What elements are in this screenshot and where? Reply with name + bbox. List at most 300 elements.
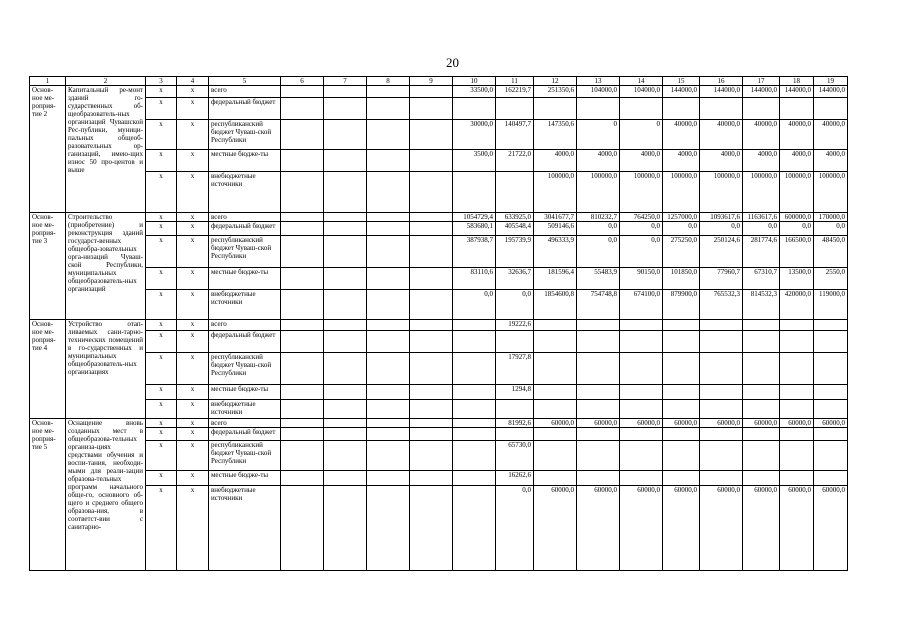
- funding-source: федеральный бюджет: [209, 98, 281, 120]
- value-cell: 3041677,7: [534, 213, 577, 222]
- cell-col4: х: [177, 320, 209, 331]
- cell-col3: х: [146, 150, 177, 172]
- value-cell: 1294,8: [496, 385, 534, 400]
- empty-cell: [410, 120, 453, 150]
- table-row: [30, 98, 848, 120]
- table-row: [30, 320, 848, 331]
- value-cell: [620, 428, 663, 441]
- value-cell: [814, 331, 848, 353]
- cell-col3: х: [146, 86, 177, 98]
- cell-col3: х: [146, 385, 177, 400]
- value-cell: 387938,7: [453, 236, 496, 268]
- value-cell: 2550,0: [814, 268, 848, 290]
- value-cell: 60000,0: [577, 419, 620, 428]
- column-header-16: 16: [700, 77, 743, 86]
- cell-col4: х: [177, 419, 209, 428]
- value-cell: [663, 353, 700, 385]
- value-cell: 100000,0: [534, 172, 577, 213]
- value-cell: 60000,0: [700, 486, 743, 571]
- value-cell: 100000,0: [780, 172, 814, 213]
- value-cell: 77960,7: [700, 268, 743, 290]
- value-cell: [620, 441, 663, 471]
- value-cell: 144000,0: [814, 86, 848, 98]
- table-row: [30, 471, 848, 486]
- measure-name: Основ-ное ме-роприя-тие 2: [30, 86, 66, 213]
- value-cell: [743, 353, 780, 385]
- value-cell: 60000,0: [663, 486, 700, 571]
- empty-cell: [410, 331, 453, 353]
- table-row: [30, 331, 848, 353]
- value-cell: 1257000,0: [663, 213, 700, 222]
- empty-cell: [367, 268, 410, 290]
- value-cell: 4000,0: [780, 150, 814, 172]
- value-cell: 4000,0: [700, 150, 743, 172]
- cell-col4: х: [177, 400, 209, 419]
- cell-col3: х: [146, 268, 177, 290]
- value-cell: 144000,0: [663, 86, 700, 98]
- value-cell: [496, 98, 534, 120]
- value-cell: 0,0: [620, 236, 663, 268]
- funding-source: внебюджетные источники: [209, 290, 281, 320]
- value-cell: [496, 331, 534, 353]
- value-cell: [453, 428, 496, 441]
- funding-source: местные бюдже-ты: [209, 385, 281, 400]
- value-cell: 0,0: [496, 290, 534, 320]
- value-cell: 100000,0: [663, 172, 700, 213]
- value-cell: 144000,0: [700, 86, 743, 98]
- empty-cell: [324, 236, 367, 268]
- value-cell: 0,0: [453, 290, 496, 320]
- empty-cell: [410, 353, 453, 385]
- cell-col4: х: [177, 86, 209, 98]
- value-cell: [700, 441, 743, 471]
- value-cell: 48450,0: [814, 236, 848, 268]
- value-cell: [534, 385, 577, 400]
- value-cell: 40000,0: [814, 120, 848, 150]
- column-header-7: 7: [324, 77, 367, 86]
- value-cell: [620, 331, 663, 353]
- value-cell: 119000,0: [814, 290, 848, 320]
- value-cell: 251350,6: [534, 86, 577, 98]
- table-row: [30, 236, 848, 268]
- budget-table: [29, 76, 848, 571]
- column-header-15: 15: [663, 77, 700, 86]
- value-cell: 0,0: [743, 222, 780, 236]
- value-cell: [743, 441, 780, 471]
- empty-cell: [410, 471, 453, 486]
- value-cell: [663, 331, 700, 353]
- value-cell: 4000,0: [743, 150, 780, 172]
- cell-col3: х: [146, 471, 177, 486]
- value-cell: [534, 320, 577, 331]
- value-cell: 275250,0: [663, 236, 700, 268]
- cell-col3: х: [146, 290, 177, 320]
- value-cell: [780, 353, 814, 385]
- empty-cell: [367, 400, 410, 419]
- value-cell: [453, 419, 496, 428]
- value-cell: [780, 98, 814, 120]
- funding-source: внебюджетные источники: [209, 486, 281, 571]
- value-cell: 60000,0: [663, 419, 700, 428]
- value-cell: 17927,8: [496, 353, 534, 385]
- value-cell: [663, 471, 700, 486]
- value-cell: 420000,0: [780, 290, 814, 320]
- cell-col3: х: [146, 419, 177, 428]
- value-cell: [780, 320, 814, 331]
- funding-source: всего: [209, 320, 281, 331]
- empty-cell: [281, 320, 324, 331]
- value-cell: 60000,0: [743, 486, 780, 571]
- value-cell: 4000,0: [534, 150, 577, 172]
- cell-col4: х: [177, 441, 209, 471]
- value-cell: 13500,0: [780, 268, 814, 290]
- measure-description: Устройство отап-ливаемых сани-тарно-технических помещений в го-сударственных и муниципальных общеобразователь-ных организациях: [66, 320, 146, 419]
- table-row: [30, 441, 848, 471]
- value-cell: [814, 320, 848, 331]
- value-cell: [743, 385, 780, 400]
- empty-cell: [281, 428, 324, 441]
- value-cell: 4000,0: [620, 150, 663, 172]
- table-row: [30, 268, 848, 290]
- value-cell: 60000,0: [780, 419, 814, 428]
- empty-cell: [410, 86, 453, 98]
- table-row: [30, 486, 848, 571]
- empty-cell: [281, 222, 324, 236]
- value-cell: [577, 98, 620, 120]
- value-cell: [814, 400, 848, 419]
- value-cell: 81992,6: [496, 419, 534, 428]
- value-cell: [780, 471, 814, 486]
- column-header-17: 17: [743, 77, 780, 86]
- value-cell: [453, 441, 496, 471]
- value-cell: [534, 331, 577, 353]
- empty-cell: [410, 441, 453, 471]
- empty-cell: [281, 419, 324, 428]
- value-cell: 0,0: [577, 222, 620, 236]
- cell-col3: х: [146, 120, 177, 150]
- table-row: [30, 419, 848, 428]
- value-cell: 140497,7: [496, 120, 534, 150]
- empty-cell: [367, 236, 410, 268]
- cell-col4: х: [177, 98, 209, 120]
- cell-col4: х: [177, 213, 209, 222]
- empty-cell: [367, 213, 410, 222]
- empty-cell: [324, 120, 367, 150]
- value-cell: 1854600,8: [534, 290, 577, 320]
- cell-col3: х: [146, 400, 177, 419]
- value-cell: [620, 385, 663, 400]
- empty-cell: [324, 213, 367, 222]
- value-cell: [700, 353, 743, 385]
- funding-source: федеральный бюджет: [209, 428, 281, 441]
- value-cell: [620, 98, 663, 120]
- value-cell: [620, 353, 663, 385]
- empty-cell: [410, 150, 453, 172]
- table-row: [30, 86, 848, 98]
- empty-cell: [324, 471, 367, 486]
- empty-cell: [410, 98, 453, 120]
- value-cell: [577, 331, 620, 353]
- value-cell: 100000,0: [814, 172, 848, 213]
- value-cell: 633925,0: [496, 213, 534, 222]
- empty-cell: [324, 268, 367, 290]
- value-cell: [534, 353, 577, 385]
- empty-cell: [281, 290, 324, 320]
- value-cell: 144000,0: [780, 86, 814, 98]
- empty-cell: [410, 236, 453, 268]
- empty-cell: [410, 428, 453, 441]
- value-cell: 104000,0: [620, 86, 663, 98]
- cell-col3: х: [146, 353, 177, 385]
- funding-source: республиканский бюджет Чуваш-ской Республики: [209, 353, 281, 385]
- column-header-1: 1: [30, 77, 66, 86]
- column-header-19: 19: [814, 77, 848, 86]
- value-cell: [700, 320, 743, 331]
- value-cell: [814, 385, 848, 400]
- funding-source: всего: [209, 419, 281, 428]
- value-cell: [577, 400, 620, 419]
- value-cell: 0,0: [620, 222, 663, 236]
- empty-cell: [281, 486, 324, 571]
- value-cell: 147350,6: [534, 120, 577, 150]
- empty-cell: [367, 290, 410, 320]
- value-cell: 4000,0: [814, 150, 848, 172]
- column-header-2: 2: [66, 77, 146, 86]
- funding-source: местные бюдже-ты: [209, 150, 281, 172]
- value-cell: 0,0: [663, 222, 700, 236]
- value-cell: [453, 98, 496, 120]
- value-cell: [453, 320, 496, 331]
- cell-col4: х: [177, 290, 209, 320]
- value-cell: 281774,6: [743, 236, 780, 268]
- value-cell: 674100,0: [620, 290, 663, 320]
- value-cell: 4000,0: [577, 150, 620, 172]
- table-row: [30, 428, 848, 441]
- value-cell: [453, 331, 496, 353]
- value-cell: [534, 471, 577, 486]
- cell-col4: х: [177, 150, 209, 172]
- value-cell: [453, 385, 496, 400]
- value-cell: [496, 428, 534, 441]
- value-cell: [743, 428, 780, 441]
- empty-cell: [367, 471, 410, 486]
- empty-cell: [324, 172, 367, 213]
- table-row: [30, 213, 848, 222]
- value-cell: 60000,0: [814, 486, 848, 571]
- value-cell: [663, 320, 700, 331]
- value-cell: 600000,0: [780, 213, 814, 222]
- empty-cell: [410, 486, 453, 571]
- table-row: [30, 172, 848, 213]
- value-cell: [620, 471, 663, 486]
- empty-cell: [281, 268, 324, 290]
- value-cell: 583680,1: [453, 222, 496, 236]
- value-cell: 1163617,6: [743, 213, 780, 222]
- empty-cell: [281, 331, 324, 353]
- empty-cell: [410, 400, 453, 419]
- value-cell: 67310,7: [743, 268, 780, 290]
- value-cell: [743, 320, 780, 331]
- empty-cell: [281, 213, 324, 222]
- empty-cell: [324, 419, 367, 428]
- value-cell: 101850,0: [663, 268, 700, 290]
- empty-cell: [281, 86, 324, 98]
- cell-col4: х: [177, 172, 209, 213]
- table-row: [30, 222, 848, 236]
- empty-cell: [410, 385, 453, 400]
- value-cell: 814532,3: [743, 290, 780, 320]
- funding-source: федеральный бюджет: [209, 331, 281, 353]
- measure-name: Основ-ное ме-роприя-тие 4: [30, 320, 66, 419]
- value-cell: 879900,0: [663, 290, 700, 320]
- empty-cell: [410, 320, 453, 331]
- cell-col3: х: [146, 213, 177, 222]
- funding-source: всего: [209, 86, 281, 98]
- value-cell: 30000,0: [453, 120, 496, 150]
- empty-cell: [410, 290, 453, 320]
- funding-source: республиканский бюджет Чуваш-ской Республики: [209, 120, 281, 150]
- value-cell: [577, 353, 620, 385]
- cell-col4: х: [177, 236, 209, 268]
- column-header-3: 3: [146, 77, 177, 86]
- funding-source: местные бюдже-ты: [209, 268, 281, 290]
- value-cell: 21722,0: [496, 150, 534, 172]
- value-cell: 40000,0: [743, 120, 780, 150]
- empty-cell: [324, 331, 367, 353]
- funding-source: республиканский бюджет Чуваш-ской Республики: [209, 236, 281, 268]
- value-cell: 0: [577, 120, 620, 150]
- value-cell: 83110,6: [453, 268, 496, 290]
- value-cell: [700, 385, 743, 400]
- empty-cell: [324, 441, 367, 471]
- value-cell: 100000,0: [743, 172, 780, 213]
- value-cell: [534, 98, 577, 120]
- value-cell: 195739,9: [496, 236, 534, 268]
- empty-cell: [281, 353, 324, 385]
- measure-name: Основ-ное ме-роприя-тие 5: [30, 419, 66, 571]
- value-cell: 764250,0: [620, 213, 663, 222]
- table-row: [30, 353, 848, 385]
- value-cell: [577, 385, 620, 400]
- value-cell: 170000,0: [814, 213, 848, 222]
- empty-cell: [324, 320, 367, 331]
- cell-col4: х: [177, 428, 209, 441]
- cell-col4: х: [177, 486, 209, 571]
- value-cell: 0,0: [577, 236, 620, 268]
- value-cell: [496, 172, 534, 213]
- value-cell: 250124,6: [700, 236, 743, 268]
- value-cell: 40000,0: [700, 120, 743, 150]
- value-cell: [453, 172, 496, 213]
- value-cell: 181596,4: [534, 268, 577, 290]
- empty-cell: [324, 98, 367, 120]
- value-cell: 3500,0: [453, 150, 496, 172]
- empty-cell: [367, 353, 410, 385]
- value-cell: 144000,0: [743, 86, 780, 98]
- value-cell: [814, 471, 848, 486]
- value-cell: [453, 353, 496, 385]
- value-cell: [780, 441, 814, 471]
- value-cell: [814, 98, 848, 120]
- table-row: [30, 290, 848, 320]
- value-cell: 1093617,6: [700, 213, 743, 222]
- empty-cell: [367, 331, 410, 353]
- empty-cell: [324, 222, 367, 236]
- funding-source: республиканский бюджет Чуваш-ской Республики: [209, 441, 281, 471]
- empty-cell: [324, 385, 367, 400]
- column-header-11: 11: [496, 77, 534, 86]
- value-cell: 40000,0: [663, 120, 700, 150]
- table-row: [30, 150, 848, 172]
- value-cell: 0,0: [496, 486, 534, 571]
- funding-source: внебюджетные источники: [209, 400, 281, 419]
- value-cell: 100000,0: [700, 172, 743, 213]
- column-header-6: 6: [281, 77, 324, 86]
- column-header-18: 18: [780, 77, 814, 86]
- column-header-10: 10: [453, 77, 496, 86]
- cell-col3: х: [146, 320, 177, 331]
- empty-cell: [367, 172, 410, 213]
- value-cell: 33500,0: [453, 86, 496, 98]
- value-cell: [780, 385, 814, 400]
- measure-description: Капитальный ре-монт зданий го-сударственных об-щеобразователь-ных организаций Чувашской Рес-публики, муници-пальных общеоб-разовательных ор-ганизаций, имею-щих износ 50 про-центов и выше: [66, 86, 146, 213]
- empty-cell: [281, 120, 324, 150]
- empty-cell: [410, 172, 453, 213]
- value-cell: [534, 441, 577, 471]
- empty-cell: [324, 150, 367, 172]
- empty-cell: [410, 268, 453, 290]
- empty-cell: [410, 222, 453, 236]
- value-cell: [453, 486, 496, 571]
- value-cell: [453, 471, 496, 486]
- value-cell: 60000,0: [534, 486, 577, 571]
- empty-cell: [367, 428, 410, 441]
- column-number-row: [30, 77, 848, 86]
- empty-cell: [367, 86, 410, 98]
- value-cell: 32636,7: [496, 268, 534, 290]
- value-cell: [743, 331, 780, 353]
- table-row: [30, 120, 848, 150]
- value-cell: 55483,9: [577, 268, 620, 290]
- column-header-4: 4: [177, 77, 209, 86]
- empty-cell: [367, 441, 410, 471]
- value-cell: 162219,7: [496, 86, 534, 98]
- value-cell: [620, 400, 663, 419]
- empty-cell: [367, 98, 410, 120]
- empty-cell: [410, 213, 453, 222]
- value-cell: [743, 400, 780, 419]
- empty-cell: [281, 441, 324, 471]
- cell-col4: х: [177, 268, 209, 290]
- value-cell: [577, 428, 620, 441]
- value-cell: [663, 98, 700, 120]
- empty-cell: [367, 222, 410, 236]
- cell-col3: х: [146, 98, 177, 120]
- value-cell: 100000,0: [577, 172, 620, 213]
- empty-cell: [281, 172, 324, 213]
- empty-cell: [367, 385, 410, 400]
- value-cell: [663, 441, 700, 471]
- value-cell: [700, 98, 743, 120]
- empty-cell: [324, 290, 367, 320]
- empty-cell: [410, 419, 453, 428]
- cell-col3: х: [146, 172, 177, 213]
- value-cell: 765532,3: [700, 290, 743, 320]
- value-cell: [663, 385, 700, 400]
- value-cell: 60000,0: [620, 486, 663, 571]
- value-cell: [453, 400, 496, 419]
- value-cell: 60000,0: [700, 419, 743, 428]
